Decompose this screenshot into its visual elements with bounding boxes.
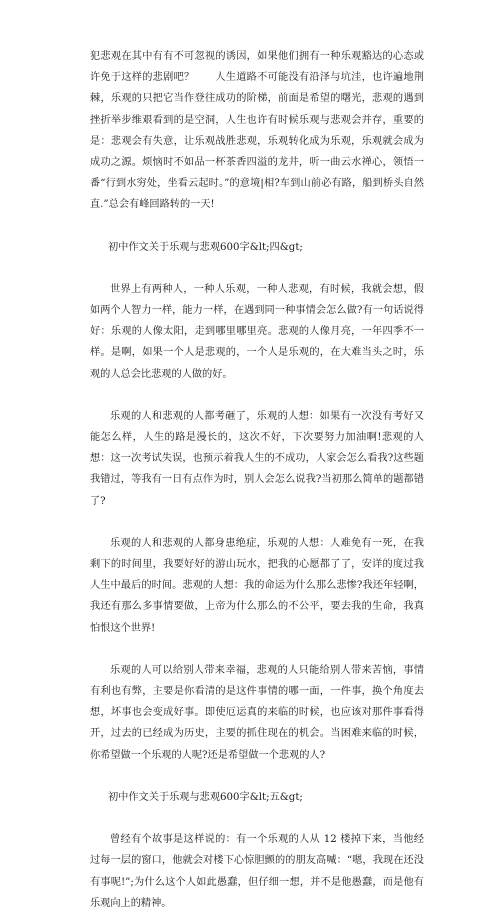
paragraph-happiness: 乐观的人可以给别人带来幸福，悲观的人只能给别人带来苦恼，事情有利也有弊，主要是你看清的是这件事情的哪一面，一件事，换个角度去想，坏事也会变成好事。即使厄运真的来临的时候，也应该对那件事看得开，过去的已经成为历史，主要的抓住现在的机会。当困难来临的时候，你希望做一个乐观的人呢?还是希望做一个悲观的人? xyxy=(90,664,424,761)
paragraph-illness: 乐观的人和悲观的人都身患绝症，乐观的人想：人难免有一死，在我剩下的时间里，我要好好的游山玩水，把我的心愿都了了，安详的度过我人生中最后的时间。悲观的人想：我的命运为什么那么悲惨?我还年轻啊，我还有那么多事情要做，上帝为什么那么的不公平，要去我的生命，我真怕恨这个世界! xyxy=(90,537,424,634)
section-heading-four: 初中作文关于乐观与悲观600字&lt;四&gt; xyxy=(108,241,303,253)
paragraph-intro: 犯悲观在其中有有不可忽视的诱因，如果他们拥有一种乐观豁达的心态或许免于这样的悲剧吧？ 人生道路不可能没有沿泽与坑洼，也许遍地荆棘，乐观的只把它当作登往成功的阶梯，前面是希望的曙光，悲观的遇到挫折举步维艰看到的是空洞，人生也许有时候乐观与悲观会并存，重要的是：悲观会有失意，让乐观战胜悲观，乐观转化成为乐观，乐观就会成为成功之源。烦恼时不如品一杯茶香四溢的龙井，听一曲云水禅心，领悟一番“行到水穷处，坐看云起时。”的意境|相?车到山前必有路，船到桥头自然直.”总会有峰回路转的一天! xyxy=(90,51,424,211)
paragraph-story: 曾经有个故事是这样说的：有一个乐观的人从 12 楼掉下来，当他经过每一层的窗口，他就会对楼下心惊胆颤的的朋友高喊：“嗯，我现在还没有事呢!”;为什么这个人如此愚蠢，但仔细一想，并不是他愚蠢，而是他有乐观向上的精神。 xyxy=(90,834,424,909)
section-heading-five: 初中作文关于乐观与悲观600字&lt;五&gt; xyxy=(108,791,303,803)
paragraph-exam: 乐观的人和悲观的人都考砸了，乐观的人想：如果有一次没有考好又能怎么样，人生的路是漫长的，这次不好，下次要努力加油啊!悲观的人想：这一次考试失误，也预示着我人生的不成功，人家会怎么看我?这些题我错过，等我有一日有点作为时，别人会怎么说我?当初那么简单的题都错了? xyxy=(90,410,424,507)
paragraph-two-kinds: 世界上有两种人，一种人乐观，一种人悲观，有时候，我就会想，假如两个人智力一样，能力一样，在遇到同一种事情会怎么做?有一句话说得好：乐观的人像太阳，走到哪里哪里亮。悲观的人像月亮，一年四季不一样。是啊，如果一个人是悲观的，一个人是乐观的，在大难当头之时，乐观的人总会比悲观的人做的好。 xyxy=(90,283,424,380)
